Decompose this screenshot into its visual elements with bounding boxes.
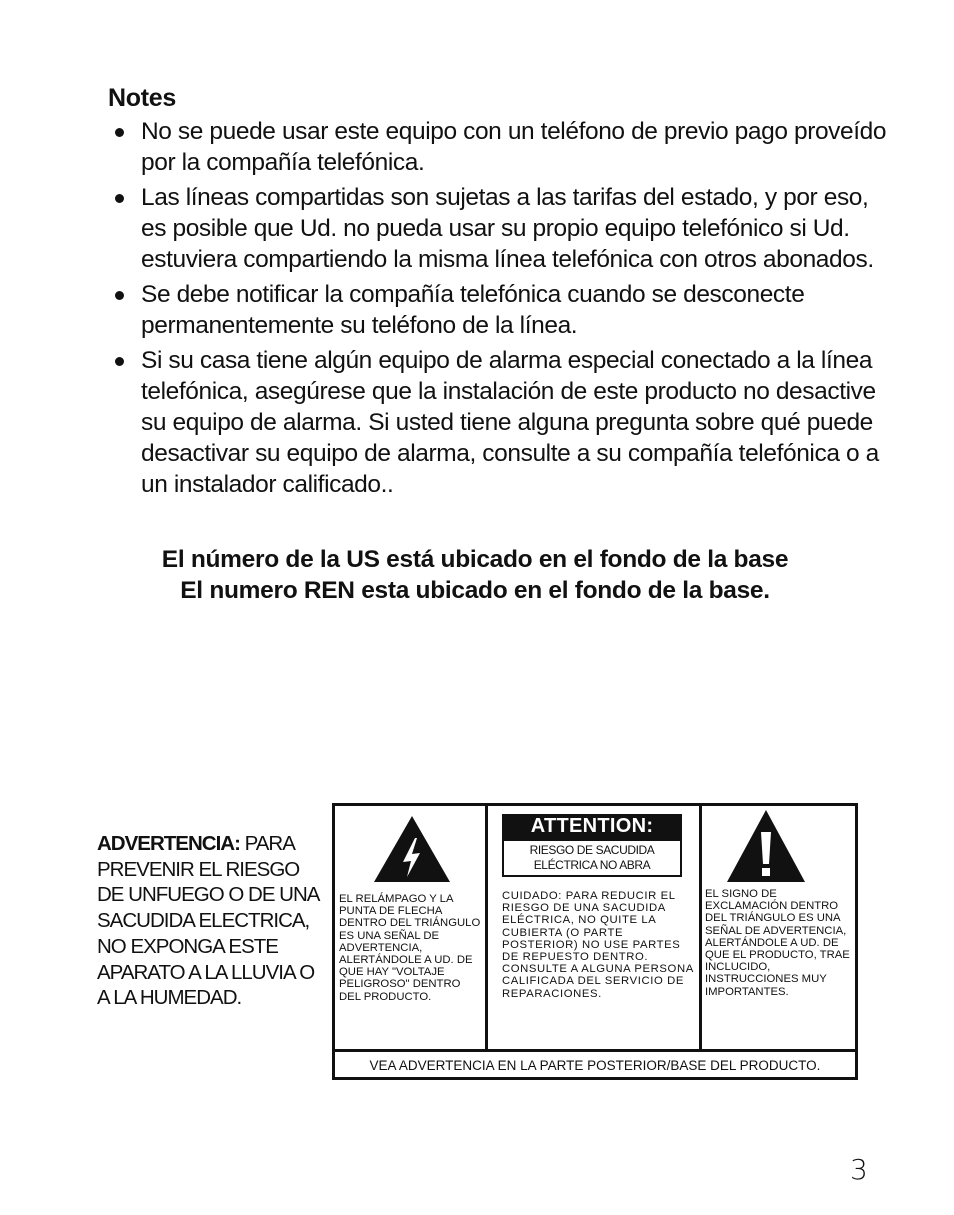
list-item	[108, 116, 888, 178]
attention-subtitle: RIESGO DE SACUDIDA ELÉCTRICA NO ABRA	[502, 839, 682, 877]
column-divider	[485, 806, 488, 1050]
bullet-icon	[115, 357, 124, 366]
bullet-icon	[115, 194, 124, 203]
warning-body: PARA PREVENIR EL RIESGO DE UNFUEGO O DE UNA SACUDIDA ELECTRICA, NO EXPONGA ESTE APARATO A LA LLUVIA O A LA HUMEDAD.	[97, 832, 319, 1010]
page-number: 3	[850, 1153, 868, 1186]
warning-lead: ADVERTENCIA:	[97, 832, 240, 855]
warning-label-box	[332, 803, 858, 1080]
caution-text: CUIDADO: PARA REDUCIR EL RIESGO DE UNA SACUDIDA ELÉCTRICA, NO QUITE LA CUBIERTA (O PARTE POSTERIOR) NO USE PARTES DE REPUESTO DENTRO. CONSULTE A ALGUNA PERSONA CALIFICADA DEL SERVICIO DE REPARACIONES.	[502, 890, 694, 1000]
lightning-explanation: EL RELÁMPAGO Y LA PUNTA DE FLECHA DENTRO DEL TRIÁNGULO ES UNA SEÑAL DE ADVERTENCIA, ALERTÁNDOLE A UD. DE QUE HAY "VOLTAJE PELIGROSO" DENTRO DEL PRODUCTO.	[339, 893, 481, 1003]
bullet-icon	[115, 291, 124, 300]
lightning-warning-icon	[372, 814, 452, 884]
notes-title: Notes	[108, 84, 176, 112]
exclamation-explanation: EL SIGNO DE EXCLAMACIÓN DENTRO DEL TRIÁNGULO ES UNA SEÑAL DE ADVERTENCIA, ALERTÁNDOLE A UD. DE QUE EL PRODUCTO, TRAE INCLUCIDO, INSTRUCCIONES MUY IMPORTANTES.	[705, 888, 850, 998]
notes-list	[108, 116, 888, 504]
note-text: Se debe notificar la compañía telefónica cuando se desconecte permanentemente su teléfono de la línea.	[141, 281, 805, 339]
list-item	[108, 345, 888, 500]
bullet-icon	[115, 128, 124, 137]
list-item	[108, 279, 888, 341]
note-text: Las líneas compartidas son sujetas a las tarifas del estado, y por eso, es posible que Ud. no pueda usar su propio equipo telefónico si Ud. estuviera compartiendo la misma línea telefónica con otros abonados.	[141, 184, 874, 273]
us-number-note: El número de la US está ubicado en el fondo de la base	[161, 546, 789, 573]
ren-number-note: El numero REN esta ubicado en el fondo de la base.	[180, 577, 770, 604]
list-item	[108, 182, 888, 275]
row-divider	[335, 1049, 855, 1052]
warning-text	[97, 831, 327, 1011]
attention-title: ATTENTION:	[502, 814, 682, 839]
warning-footer: VEA ADVERTENCIA EN LA PARTE POSTERIOR/BASE DEL PRODUCTO.	[369, 1058, 821, 1073]
exclamation-warning-icon	[725, 808, 807, 884]
note-text: Si su casa tiene algún equipo de alarma especial conectado a la línea telefónica, asegúrese que la instalación de este producto no desactive su equipo de alarma. Si usted tiene alguna pregunta sobre qué puede desactivar su equipo de alarma, consulte a su compañía telefónica o a un instalador calificado..	[141, 347, 879, 498]
column-divider	[699, 806, 702, 1050]
note-text: No se puede usar este equipo con un teléfono de previo pago proveído por la compañía telefónica.	[141, 118, 887, 176]
